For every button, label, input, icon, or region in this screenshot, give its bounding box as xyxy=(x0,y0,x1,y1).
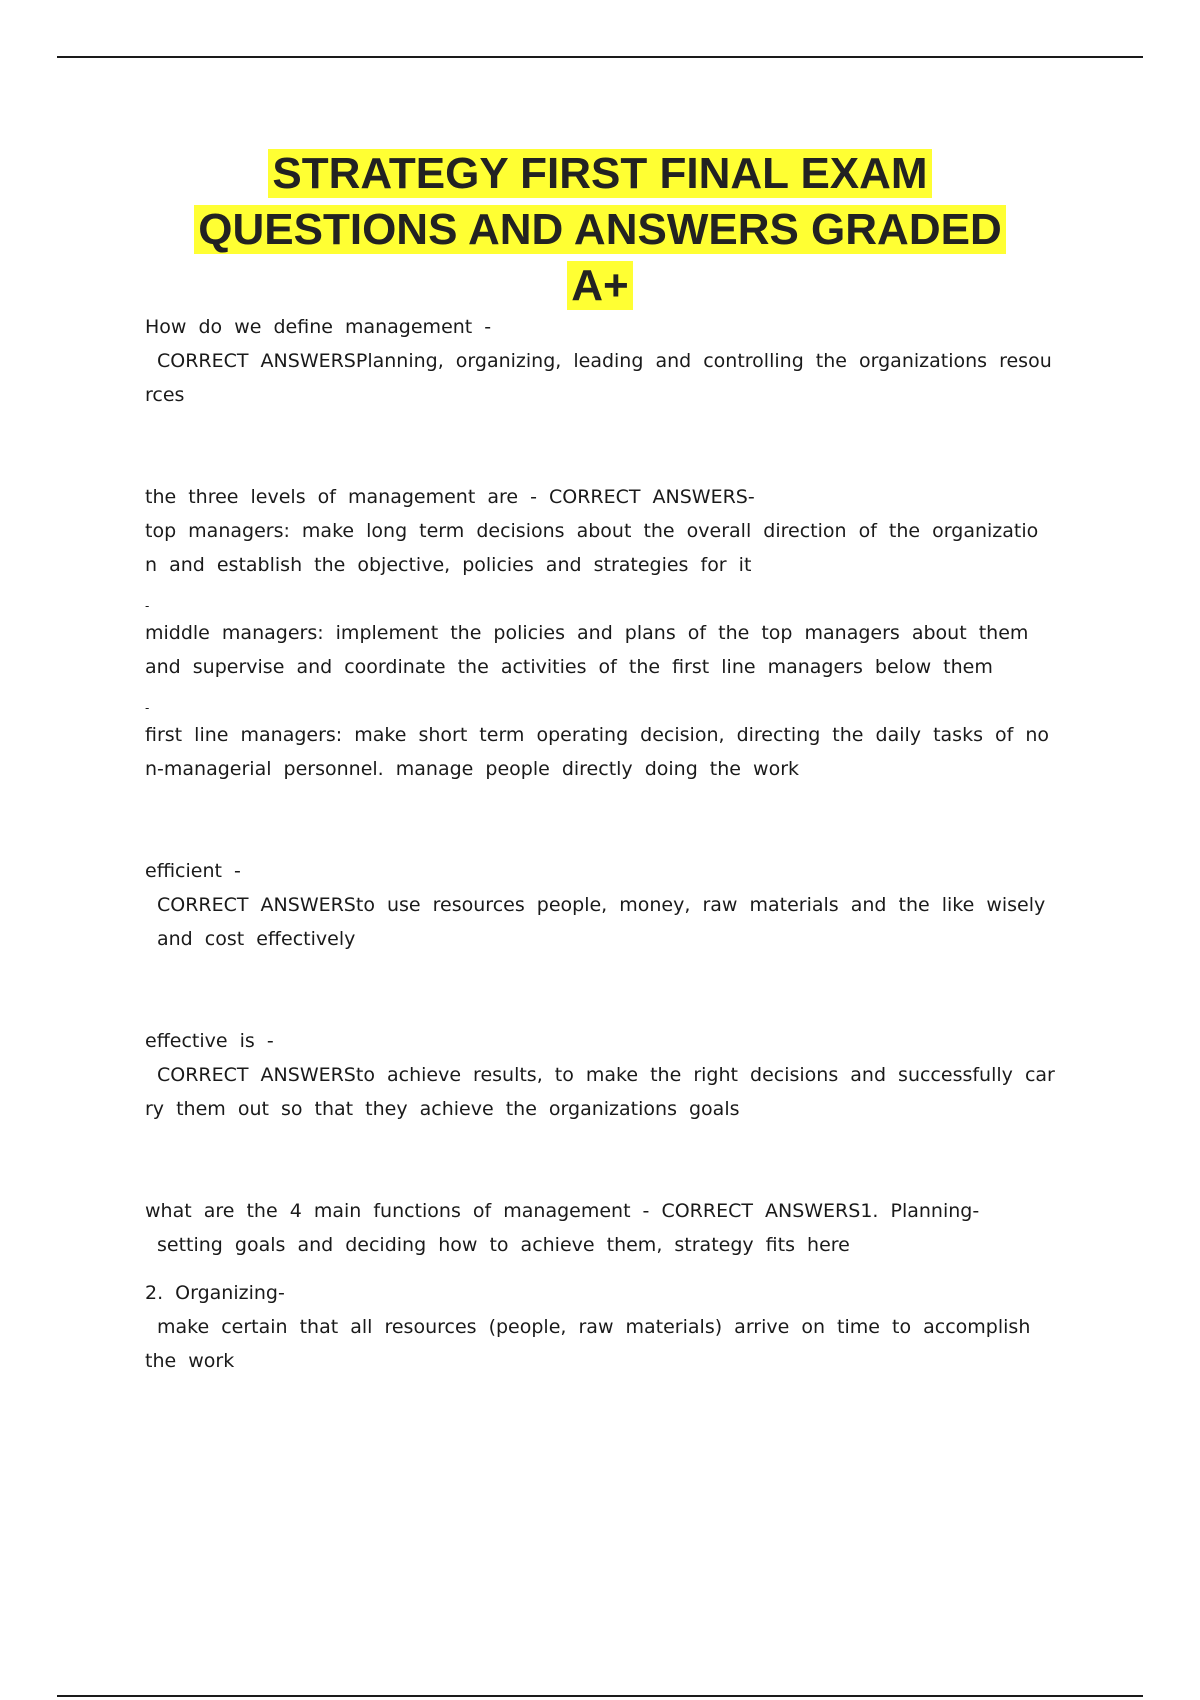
answer-text-continued: rces xyxy=(145,384,185,406)
title-line-1: STRATEGY FIRST FINAL EXAM xyxy=(268,149,931,198)
separator-dash: - xyxy=(145,701,150,715)
question-text: the three levels of management are - CORRECT ANSWERS- xyxy=(145,486,755,508)
header-rule xyxy=(57,56,1143,58)
answer-organizing: make certain that all resources (people, raw materials) arrive on time to accomplish xyxy=(157,1316,1031,1338)
qa-item-management-definition xyxy=(145,310,1085,412)
answer-top-managers: top managers: make long term decisions about the overall direction of the organizatio xyxy=(145,520,1039,542)
answer-text: CORRECT ANSWERSto achieve results, to make the right decisions and successfully car xyxy=(157,1064,1055,1086)
title-line-2: QUESTIONS AND ANSWERS GRADED xyxy=(194,205,1005,254)
question-text: How do we define management - xyxy=(145,316,492,338)
answer-first-line-managers: first line managers: make short term operating decision, directing the daily tasks of no xyxy=(145,724,1050,746)
answer-top-managers-continued: n and establish the objective, policies and strategies for it xyxy=(145,554,752,576)
answer-organizing-heading: 2. Organizing- xyxy=(145,1282,285,1304)
document-body xyxy=(145,310,1085,1378)
document-title xyxy=(100,146,1100,314)
answer-text-continued: and cost effectively xyxy=(157,928,356,950)
answer-text-continued: ry them out so that they achieve the organizations goals xyxy=(145,1098,740,1120)
question-text: efficient - xyxy=(145,860,241,882)
answer-text: CORRECT ANSWERSto use resources people, money, raw materials and the like wisely xyxy=(157,894,1046,916)
qa-item-efficient xyxy=(145,854,1085,956)
answer-text: CORRECT ANSWERSPlanning, organizing, leading and controlling the organizations resou xyxy=(157,350,1052,372)
separator-dash: - xyxy=(145,599,150,613)
qa-item-levels-of-management xyxy=(145,480,1085,786)
qa-item-effective xyxy=(145,1024,1085,1126)
answer-planning: setting goals and deciding how to achieve them, strategy fits here xyxy=(157,1234,850,1256)
question-text: effective is - xyxy=(145,1030,274,1052)
answer-first-line-managers-continued: n-managerial personnel. manage people directly doing the work xyxy=(145,758,800,780)
answer-middle-managers-continued: and supervise and coordinate the activities of the first line managers below them xyxy=(145,656,993,678)
question-text: what are the 4 main functions of management - CORRECT ANSWERS1. Planning- xyxy=(145,1200,980,1222)
qa-item-functions-of-management xyxy=(145,1194,1085,1378)
title-line-3: A+ xyxy=(567,261,632,310)
answer-organizing-continued: the work xyxy=(145,1350,235,1372)
footer-rule xyxy=(57,1695,1143,1697)
answer-middle-managers: middle managers: implement the policies and plans of the top managers about them xyxy=(145,622,1029,644)
